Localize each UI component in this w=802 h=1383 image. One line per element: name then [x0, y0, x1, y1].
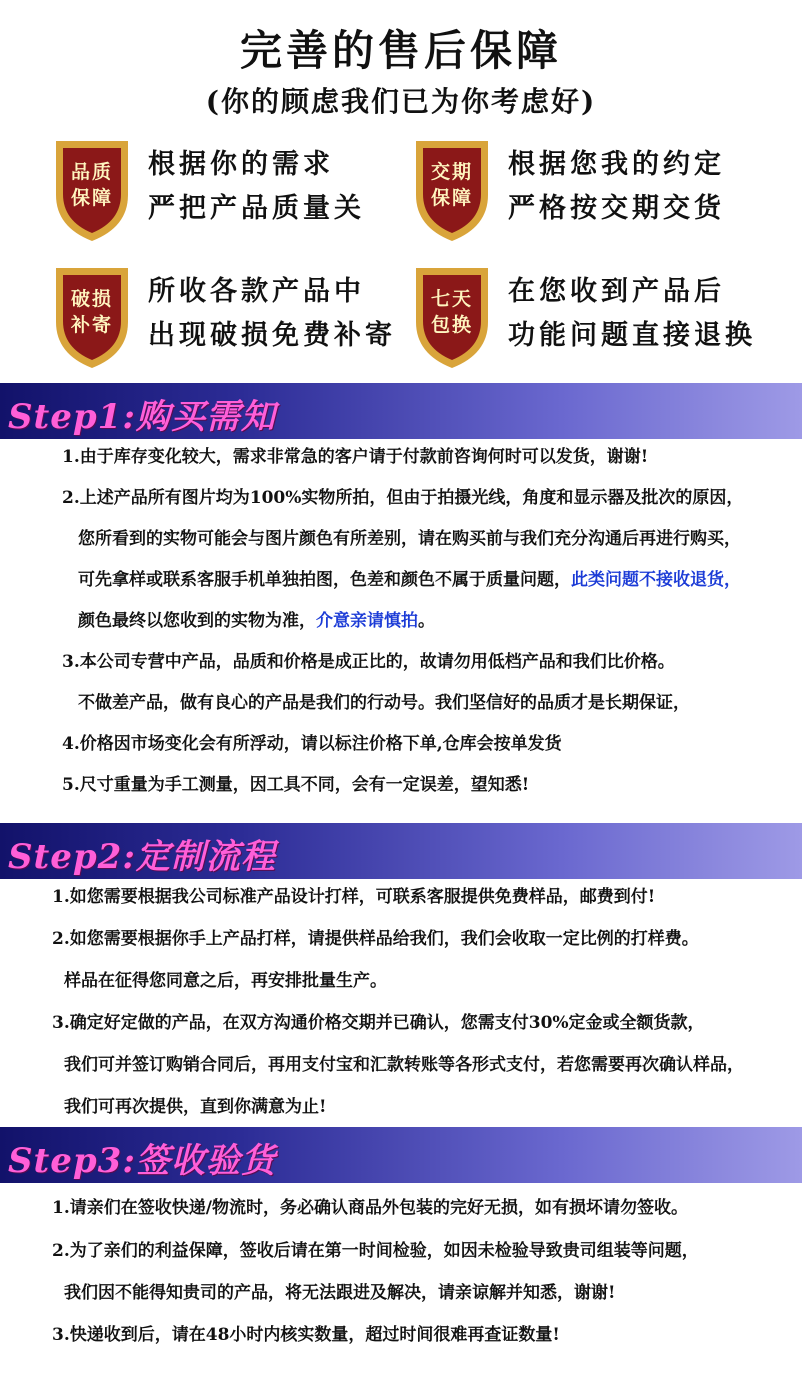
- promise-line1: 根据您我的约定: [508, 149, 725, 180]
- step1-line: 4.价格因市场变化会有所浮动，请以标注价格下单,仓库会按单发货: [62, 734, 562, 754]
- promise-exchange: [412, 262, 802, 372]
- step1-line: 不做差产品，做有良心的产品是我们的行动号。我们坚信好的品质才是长期保证，: [78, 693, 690, 713]
- step3-line: 我们因不能得知贵司的产品，将无法跟进及解决，请亲谅解并知悉，谢谢!: [64, 1283, 616, 1303]
- promise-delivery: [412, 135, 802, 245]
- badge-line2: 包换: [430, 314, 473, 336]
- badge-line2: 保障: [430, 187, 473, 209]
- step3-label: Step3:签收验货: [8, 1141, 276, 1181]
- step1-line-text: 可先拿样或联系客服手机单独拍图，色差和颜色不属于质量问题，: [78, 570, 571, 590]
- promise-quality: [52, 135, 442, 245]
- step1-line: 2.上述产品所有图片均为100%实物所拍，但由于拍摄光线，角度和显示器及批次的原因，: [62, 488, 744, 508]
- step3-line: 2.为了亲们的利益保障，签收后请在第一时间检验，如因未检验导致贵司组装等问题，: [52, 1241, 699, 1261]
- step1-line: 您所看到的实物可能会与图片颜色有所差别，请在购买前与我们充分沟通后再进行购买，: [78, 529, 741, 549]
- promise-damage: [52, 262, 442, 372]
- step1-line: [78, 610, 435, 632]
- badge-line2: 补寄: [70, 314, 113, 336]
- step1-line: [78, 569, 741, 591]
- step1-banner: [0, 383, 802, 439]
- promise-line1: 根据你的需求: [148, 149, 334, 180]
- step3-line: 3.快递收到后，请在48小时内核实数量，超过时间很难再查证数量!: [52, 1325, 560, 1345]
- step3-line: 1.请亲们在签收快递/物流时，务必确认商品外包装的完好无损，如有损坏请勿签收。: [52, 1198, 688, 1218]
- badge-line1: 品质: [70, 161, 113, 183]
- step2-line: 样品在征得您同意之后，再安排批量生产。: [64, 971, 387, 991]
- step2-line: 1.如您需要根据我公司标准产品设计打样，可联系客服提供免费样品，邮费到付!: [52, 887, 656, 907]
- step1-line: 1.由于库存变化较大，需求非常急的客户请于付款前咨询何时可以发货，谢谢!: [62, 447, 649, 467]
- promise-line2: 严把产品质量关: [148, 193, 365, 224]
- step1-line: 3.本公司专营中产品，品质和价格是成正比的，故请勿用低档产品和我们比价格。: [62, 652, 675, 672]
- promise-line1: 在您收到产品后: [508, 276, 725, 307]
- step2-label: Step2:定制流程: [8, 837, 276, 877]
- step1-line-tail: 。: [418, 611, 435, 631]
- promise-line1: 所收各款产品中: [148, 276, 365, 307]
- page-title: 完善的售后保障: [239, 26, 562, 75]
- step2-banner: [0, 823, 802, 879]
- badge-line1: 交期: [430, 161, 473, 183]
- step2-line: 我们可并签订购销合同后，再用支付宝和汇款转账等各形式支付，若您需要再次确认样品，: [64, 1055, 744, 1075]
- step1-label: Step1:购买需知: [8, 397, 276, 437]
- badge-line1: 破损: [70, 288, 113, 310]
- step1-line-highlight: 介意亲请慎拍: [316, 611, 418, 631]
- promise-line2: 出现破损免费补寄: [148, 320, 396, 351]
- step1-line-text: 颜色最终以您收到的实物为准，: [78, 611, 316, 631]
- page-subtitle: (你的顾虑我们已为你考虑好): [205, 85, 597, 118]
- step1-line: 5.尺寸重量为手工测量，因工具不同，会有一定误差，望知悉!: [62, 775, 530, 795]
- step1-line-highlight: 此类问题不接收退货，: [571, 570, 741, 590]
- step2-line: 我们可再次提供，直到你满意为止!: [64, 1097, 327, 1117]
- badge-line2: 保障: [70, 187, 113, 209]
- step2-line: 2.如您需要根据你手上产品打样，请提供样品给我们，我们会收取一定比例的打样费。: [52, 929, 699, 949]
- step3-banner: [0, 1127, 802, 1183]
- promise-line2: 严格按交期交货: [508, 193, 725, 224]
- promise-line2: 功能问题直接退换: [508, 320, 756, 351]
- step2-line: 3.确定好定做的产品，在双方沟通价格交期并已确认，您需支付30%定金或全额货款，: [52, 1013, 705, 1033]
- badge-line1: 七天: [430, 288, 473, 310]
